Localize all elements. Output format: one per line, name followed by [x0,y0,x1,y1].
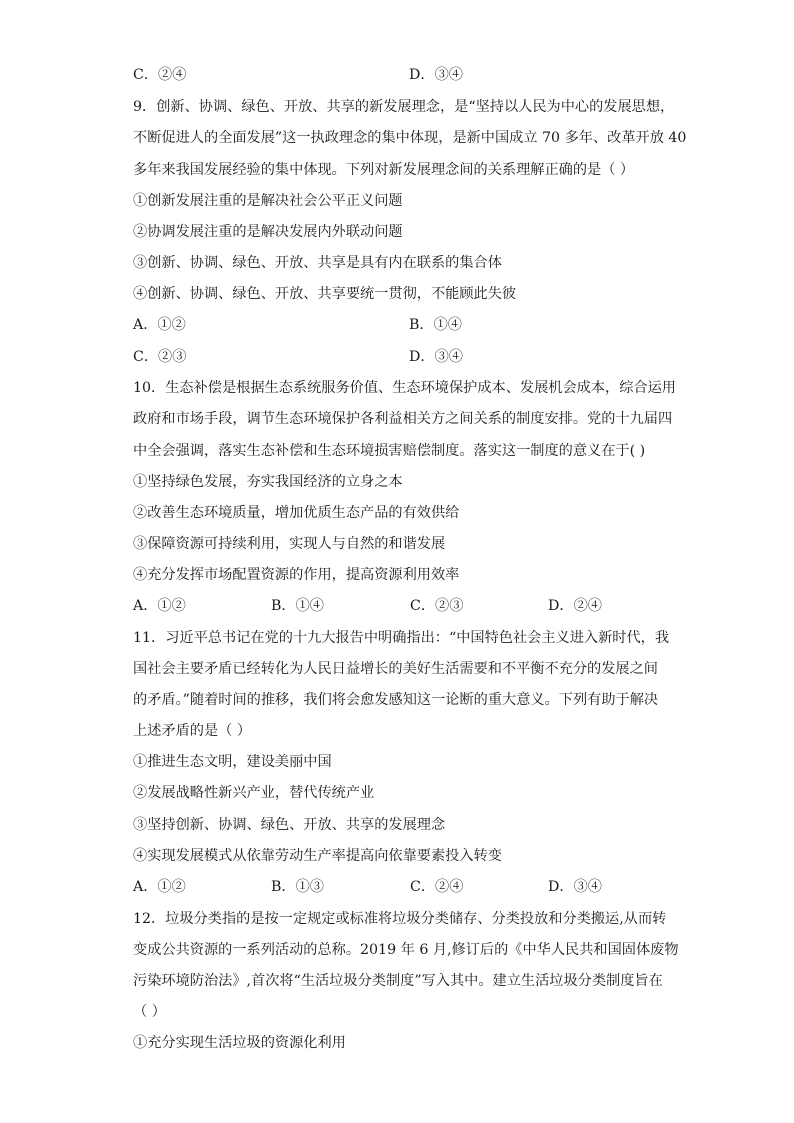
q11-option-a[interactable]: A．①② [133,879,186,895]
q9-item-3: ③创新、协调、绿色、开放、共享是具有内在联系的集合体 [133,255,502,271]
q11-item-3: ③坚持创新、协调、绿色、开放、共享的发展理念 [133,817,446,833]
q12-stem-line-1: 12．垃圾分类指的是按一定规定或标准将垃圾分类储存、分类投放和分类搬运,从而转 [133,911,667,927]
q11-item-2: ②发展战略性新兴产业，替代传统产业 [133,785,375,801]
q9-options-row-1 [133,315,673,335]
q10-option-a[interactable]: A．①② [133,598,186,614]
q9-item-1: ①创新发展注重的是解决社会公平正义问题 [133,193,403,209]
q10-option-b[interactable]: B．①④ [271,598,324,614]
q10-options [133,596,673,616]
q12-stem-line-3: 污染环境防治法》,首次将“生活垃圾分类制度”写入其中。建立生活垃圾分类制度旨在 [133,973,663,989]
q11-stem-line-1: 11．习近平总书记在党的十九大报告中明确指出：“中国特色社会主义进入新时代，我 [133,630,670,646]
q9-option-a[interactable]: A．①② [133,317,186,333]
q11-item-1: ①推进生态文明，建设美丽中国 [133,754,332,770]
q11-item-4: ④实现发展模式从依靠劳动生产率提高向依靠要素投入转变 [133,848,502,864]
q9-option-c[interactable]: C．②③ [133,349,187,365]
q9-item-4: ④创新、协调、绿色、开放、共享要统一贯彻，不能顾此失彼 [133,286,517,302]
q10-item-1: ①坚持绿色发展，夯实我国经济的立身之本 [133,474,403,490]
q11-stem-line-2: 国社会主要矛盾已经转化为人民日益增长的美好生活需要和不平衡不充分的发展之间 [133,661,658,677]
q10-stem-line-2: 政府和市场手段，调节生态环境保护各利益相关方之间关系的制度安排。党的十九届四 [133,411,673,427]
q9-options-row-2 [133,347,673,367]
q8-options [133,65,673,85]
q9-stem-line-2: 不断促进人的全面发展”这一执政理念的集中体现，是新中国成立 70 多年、改革开放 40 [133,130,687,146]
q8-option-d[interactable]: D．③④ [409,67,463,83]
q12-item-1: ①充分实现生活垃圾的资源化利用 [133,1035,346,1051]
q9-stem-line-3: 多年来我国发展经验的集中体现。下列对新发展理念间的关系理解正确的是（ ） [133,162,635,178]
q11-options [133,877,673,897]
q9-option-b[interactable]: B．①④ [409,317,462,333]
q10-option-d[interactable]: D．②④ [548,598,602,614]
q10-item-4: ④充分发挥市场配置资源的作用，提高资源利用效率 [133,567,460,583]
q8-option-c[interactable]: C．②④ [133,67,187,83]
q12-stem-line-4: （ ） [133,1004,166,1020]
q11-option-b[interactable]: B．①③ [271,879,324,895]
q11-stem-line-4: 上述矛盾的是（ ） [133,723,252,739]
q10-option-c[interactable]: C．②③ [410,598,464,614]
q9-item-2: ②协调发展注重的是解决发展内外联动问题 [133,224,403,240]
q9-option-d[interactable]: D．③④ [409,349,463,365]
q11-option-c[interactable]: C．②④ [410,879,464,895]
q10-item-2: ②改善生态环境质量，增加优质生态产品的有效供给 [133,505,460,521]
q11-option-d[interactable]: D．③④ [548,879,602,895]
q10-stem-line-3: 中全会强调，落实生态补偿和生态环境损害赔偿制度。落实这一制度的意义在于( ) [133,443,646,459]
q9-stem-line-1: 9．创新、协调、绿色、开放、共享的新发展理念，是“坚持以人民为中心的发展思想， [133,99,675,115]
q12-stem-line-2: 变成公共资源的一系列活动的总称。2019 年 6 月,修订后的《中华人民共和国固体废物 [133,942,679,958]
q10-stem-line-1: 10．生态补偿是根据生态系统服务价值、生态环境保护成本、发展机会成本，综合运用 [133,380,676,396]
q11-stem-line-3: 的矛盾。”随着时间的推移，我们将会愈发感知这一论断的重大意义。下列有助于解决 [133,692,659,708]
q10-item-3: ③保障资源可持续利用，实现人与自然的和谐发展 [133,536,446,552]
